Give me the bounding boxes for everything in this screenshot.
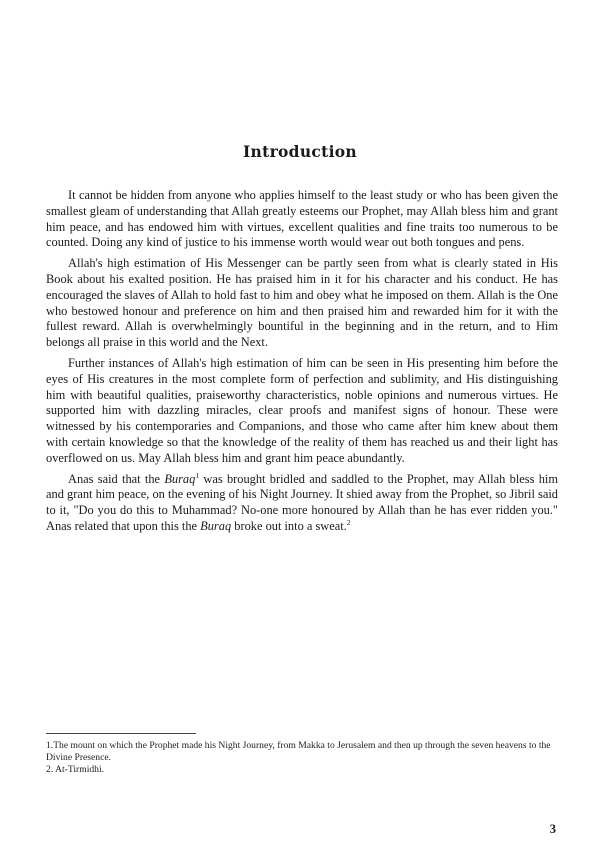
footnote-2: 2. At-Tirmidhi. <box>46 764 105 776</box>
page-number: 3 <box>549 822 556 836</box>
paragraph-1: It cannot be hidden from anyone who applies himself to the least study or who has been given the smallest gleam of understanding that Allah greatly esteems our Prophet, may Allah bless him and grant him peace, and has endowed him with virtues, excellent qualities and fine traits too numerous to be counted. Doing any kind of justice to his immense worth would wear out both tongues and pens. <box>46 188 558 250</box>
footnotes <box>46 740 558 777</box>
paragraph-3: Further instances of Allah's high estimation of him can be seen in His presenting him before the eyes of His creatures in the most complete form of perfection and sublimity, and His distinguishing him with beautiful qualities, praiseworthy characteristics, noble opinions and numerous virtues. He supported him with dazzling miracles, clear proofs and manifest signs of honour. These were witnessed by his contemporaries and Companions, and those who came after him knew about them with certain knowledge so that the knowledge of the reality of them has reached us and their light has overflowed on us. May Allah bless him and grant him peace abundantly. <box>46 355 558 465</box>
footnote-ref-2: 2 <box>346 517 351 527</box>
buraq-italic-1: Buraq <box>164 471 196 486</box>
paragraph-4-part-2: was brought bridled and saddled to the Prophet, may Allah bless him and grant him peace, on the evening of his Night Journey. It shied away from the Prophet, so Jibril said to it, "Do you do this to Muhammad? No-one more honoured by Allah than he has ever ridden you." Anas related that upon this the <box>46 471 558 533</box>
buraq-italic-2: Buraq <box>200 518 232 533</box>
footnote-divider <box>46 733 196 734</box>
body-text <box>46 188 558 535</box>
footnote-ref-1: 1 <box>195 470 200 480</box>
footnote-1: 1.The mount on which the Prophet made his Night Journey, from Makka to Jerusalem and then up through the seven heavens to the Divine Presence. <box>46 740 551 764</box>
paragraph-4 <box>46 472 558 535</box>
paragraph-4-part-3: broke out into a sweat. <box>231 518 347 533</box>
paragraph-2: Allah's high estimation of His Messenger can be partly seen from what is clearly stated in His Book about his exalted position. He has praised him in it for his character and his conduct. He has encouraged the slaves of Allah to hold fast to him and obey what he imposed on them. Allah is the One who bestowed honour and preference on him and then praised him and rewarded him for it with the fullest reward. Allah is overwhelmingly bountiful in the beginning and in the return, and to Him belongs all praise in this world and the Next. <box>46 256 558 350</box>
page-title: Introduction <box>243 142 357 161</box>
paragraph-4-part-1: Anas said that the <box>68 471 165 486</box>
